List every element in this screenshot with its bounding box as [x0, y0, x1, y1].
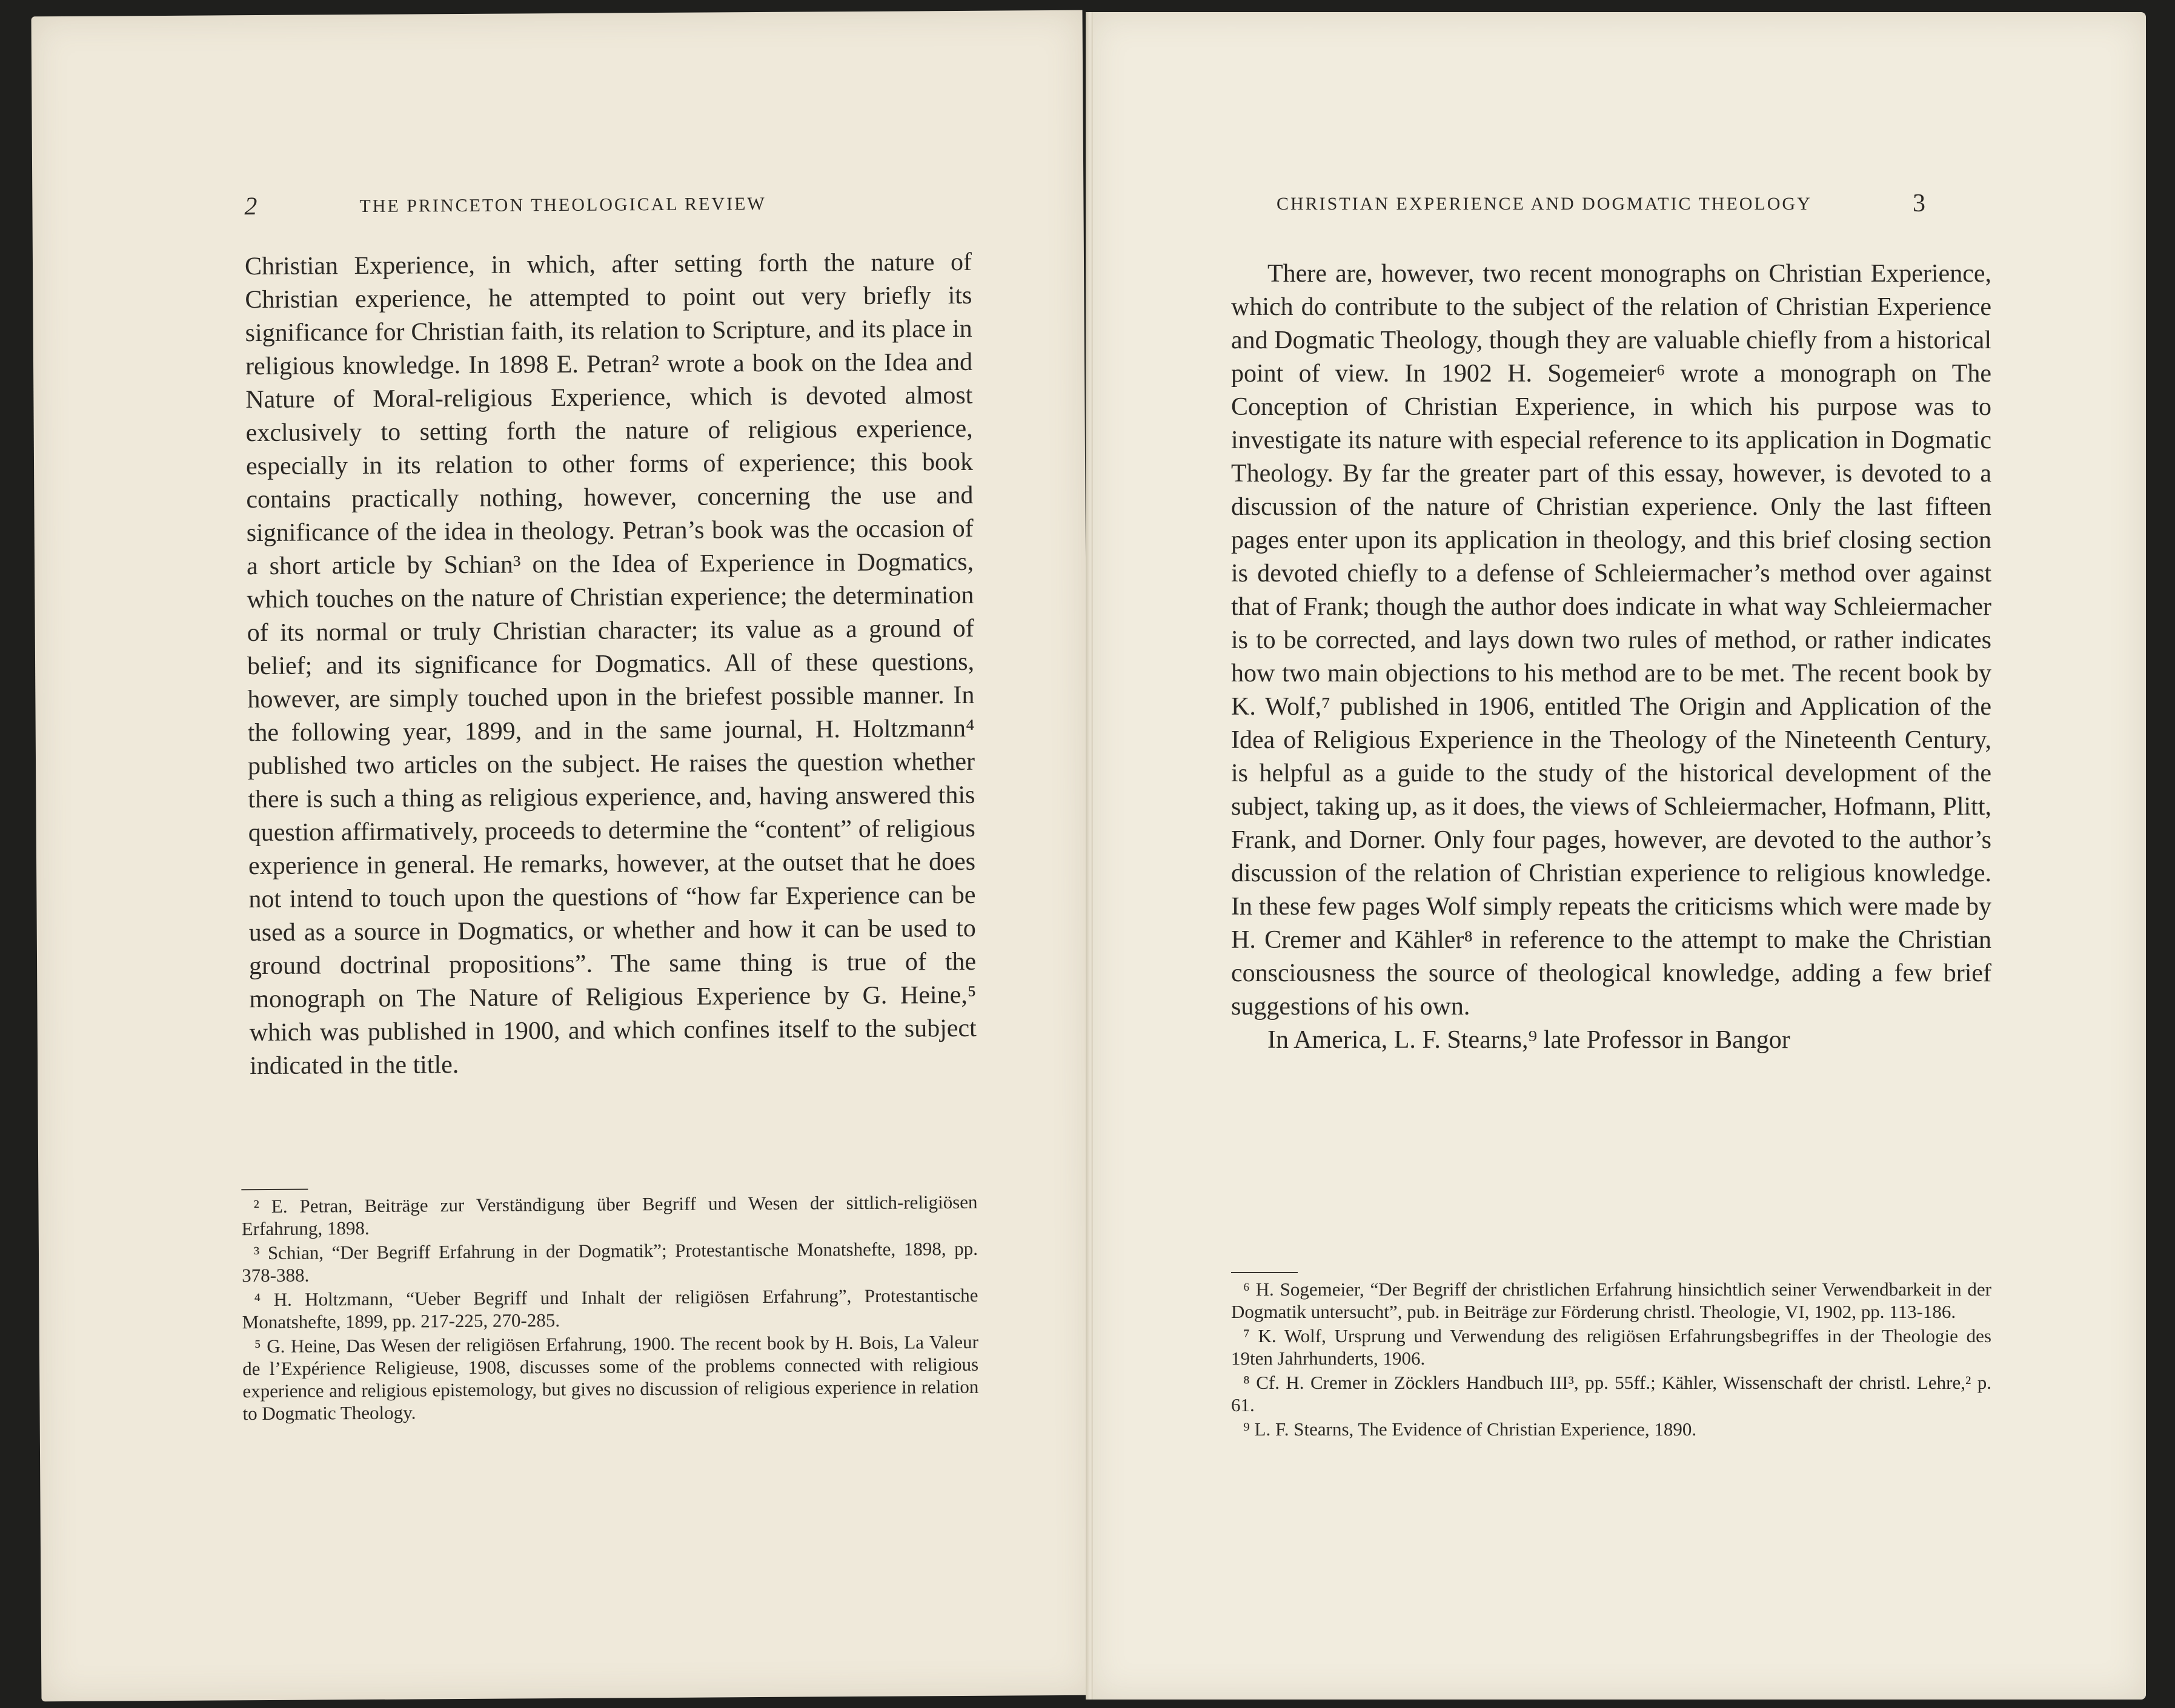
footnote: ⁹ L. F. Stearns, The Evidence of Christian Experience, 1890. [1243, 1418, 1697, 1440]
footnote: ⁵ G. Heine, Das Wesen der religiösen Erfahrung, 1900. The recent book by H. Bois, La Valeur de l’Expérience Religieuse, 1908, discusses some of the problems connected with religious experience and religious epistemology, but gives no discussion of religious experience in relation to Dogmatic Theology. [242, 1331, 979, 1425]
running-head: CHRISTIAN EXPERIENCE AND DOGMATIC THEOLOGY [1277, 194, 1812, 214]
footnote: ⁴ H. Holtzmann, “Ueber Begriff und Inhalt der religiösen Erfahrung”, Protestantische Monatshefte, 1899, pp. 217-225, 270-285. [242, 1284, 978, 1333]
body-paragraph: There are, however, two recent monographs on Christian Experience, which do contribute to the subject of the relation of Christian Experience and Dogmatic Theology, though they are valuable chiefly from a historical point of view. In 1902 H. Sogemeier⁶ wrote a monograph on The Conception of Christian Experience, in which his purpose was to investigate its nature with especial reference to its application in Dogmatic Theology. By far the greater part of this essay, however, is devoted to a discussion of the nature of Christian experience. Only the last fifteen pages enter upon its application in theology, and this brief closing section is devoted chiefly to a defense of Schleiermacher’s method over against that of Frank; though the author does indicate in what way Schleiermacher is to be corrected, and lays down two rules of method, or rather indicates how two main objections to his method are to be met. The recent book by K. Wolf,⁷ published in 1906, entitled The Origin and Application of the Idea of Religious Experience in the Theology of the Nineteenth Century, is helpful as a guide to the study of the historical development of the subject, taking up, as it does, the views of Schleiermacher, Hofmann, Plitt, Frank, and Dorner. Only four pages, however, are devoted to the author’s discussion of the relation of Christian experience to religious knowledge. In these few pages Wolf simply repeats the criticisms which were made by H. Cremer and Kähler⁸ in reference to the attempt to make the Christian consciousness the source of theological knowledge, adding a few brief suggestions of his own. [1231, 260, 1991, 1021]
footnote-rule [241, 1189, 308, 1191]
page-number: 2 [244, 193, 257, 221]
footnote-rule [1231, 1272, 1298, 1273]
footnote: ⁷ K. Wolf, Ursprung und Verwendung des religiösen Erfahrungsbegriffes in der Theologie des 19ten Jahrhunderts, 1906. [1231, 1325, 1991, 1369]
footnote: ⁶ H. Sogemeier, “Der Begriff der christlichen Erfahrung hinsichtlich seiner Verwendbarkeit in der Dogmatik untersucht”, pub. in Beiträge zur Förderung christl. Theologie, VI, 1902, pp. 113-186. [1231, 1279, 1991, 1322]
running-head: THE PRINCETON THEOLOGICAL REVIEW [359, 193, 766, 217]
body-text [1231, 257, 1991, 1057]
page-number: 3 [1913, 190, 1925, 217]
footnote: ³ Schian, “Der Begriff Erfahrung in der Dogmatik”; Protestantische Monatshefte, 1898, pp. 378-388. [242, 1237, 978, 1286]
left-page [32, 10, 1093, 1702]
footnote: ² E. Petran, Beiträge zur Verständigung über Begriff und Wesen der sittlich-religiösen Erfahrung, 1898. [241, 1191, 978, 1240]
footnotes [1231, 1272, 1991, 1442]
body-paragraph: Christian Experience, in which, after setting forth the nature of Christian experience, he attempted to point out very briefly its significance for Christian faith, its relation to Scripture, and its place in religious knowledge. In 1898 E. Petran² wrote a book on the Idea and Nature of Moral-religious Experience, which is devoted almost exclusively to setting forth the nature of religious experience, especially in its relation to other forms of experience; this book contains practically nothing, however, concerning the use and significance of the idea in theology. Petran’s book was the occasion of a short article by Schian³ on the Idea of Experience in Dogmatics, which touches on the nature of Christian experience; the determination of its normal or truly Christian character; its value as a ground of belief; and its significance for Dogmatics. All of these questions, however, are simply touched upon in the briefest possible manner. In the following year, 1899, and in the same journal, H. Holtzmann⁴ published two articles on the subject. He raises the question whether there is such a thing as religious experience, and, having answered this question affirmatively, proceeds to determine the “content” of religious experience in general. He remarks, however, at the outset that he does not intend to touch upon the questions of “how far Experience can be used as a source in Dogmatics, or whether and how it can be used to ground doctrinal propositions”. The same thing is true of the monograph on The Nature of Religious Experience by G. Heine,⁵ which was published in 1900, and which confines itself to the subject indicated in the title. [244, 248, 977, 1081]
book-gutter [1086, 12, 1093, 1700]
footnotes [241, 1185, 978, 1426]
body-paragraph: In America, L. F. Stearns,⁹ late Professor in Bangor [1267, 1026, 1790, 1054]
body-text [245, 246, 977, 1083]
right-page [1089, 12, 2146, 1700]
footnote: ⁸ Cf. H. Cremer in Zöcklers Handbuch III³, pp. 55ff.; Kähler, Wissenschaft der christl. Lehre,² p. 61. [1231, 1372, 1991, 1415]
